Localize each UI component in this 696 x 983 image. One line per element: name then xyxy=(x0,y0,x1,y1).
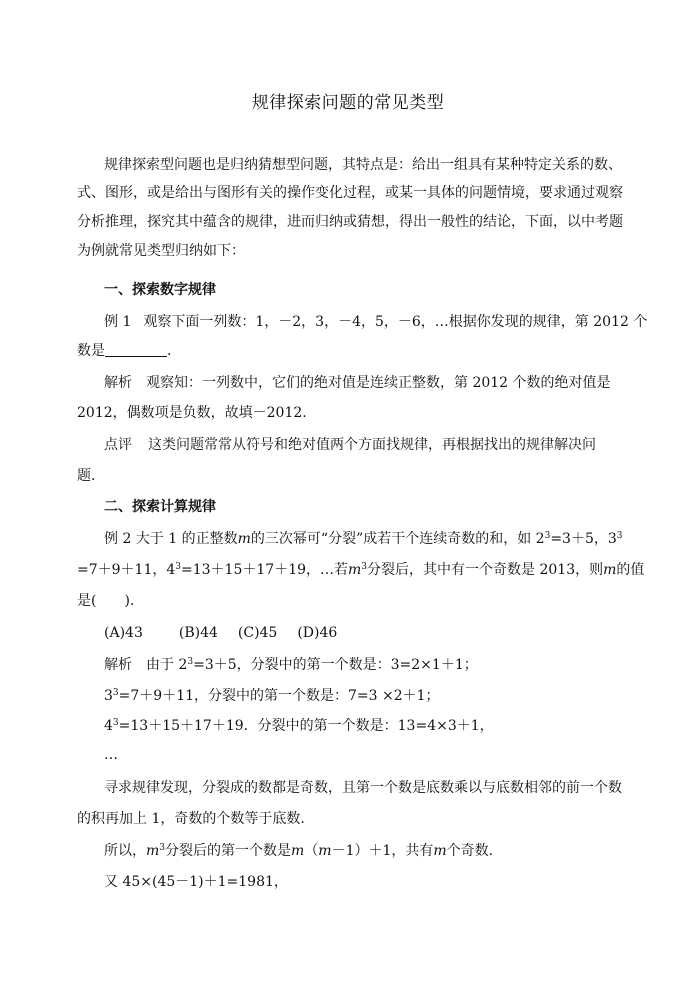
var-m: m xyxy=(348,562,362,578)
example2-label: 例 2 xyxy=(104,531,132,547)
conclusion-text-b: 分裂后的第一个数是 xyxy=(165,843,292,859)
example1-line-2 xyxy=(77,341,171,361)
example2-text-2: 的三次幂可“分裂”成若干个连续奇数的和，如 2 xyxy=(250,531,545,547)
example2-text-7: 的值 xyxy=(616,562,645,578)
analysis1-line-1 xyxy=(104,373,611,393)
analysis1-label: 解析 xyxy=(104,375,132,391)
comment1-line-1 xyxy=(104,435,596,455)
comment1-label: 点评 xyxy=(104,437,132,453)
example1-line-1 xyxy=(104,312,647,332)
conclusion-text-a: 所以， xyxy=(104,843,146,859)
var-m: m xyxy=(318,843,332,859)
conclusion-text-e: 个奇数. xyxy=(446,843,494,859)
exponent: 3 xyxy=(361,562,368,572)
solution-text-3b: =13＋15＋17＋19．分裂中的第一个数是：13=4×3＋1， xyxy=(118,718,494,734)
var-m: m xyxy=(291,843,305,859)
exponent: 3 xyxy=(544,531,551,541)
solution-line-3 xyxy=(104,716,494,736)
var-m: m xyxy=(433,843,447,859)
exponent: 3 xyxy=(616,531,623,541)
example1-text-b: . xyxy=(167,343,172,359)
comment1-line-2: 题. xyxy=(77,468,96,484)
option-c: (C)45 xyxy=(237,625,278,641)
example2-text-5: =13＋15＋17＋19，…若 xyxy=(181,562,349,578)
var-m: m xyxy=(603,562,617,578)
conclusion-text-c: （ xyxy=(304,843,319,859)
intro-line-2: 式、图形，或是给出与图形有关的操作变化过程，或某一具体的问题情境，要求通过观察 xyxy=(77,185,623,201)
intro-line-1: 规律探索型问题也是归纳猜想型问题，其特点是：给出一组具有某种特定关系的数、 xyxy=(104,157,622,173)
exponent: 3 xyxy=(175,562,182,572)
solution-text-1b: =3＋5，分裂中的第一个数是：3=2×1＋1； xyxy=(193,657,478,673)
var-m: m xyxy=(146,843,160,859)
example2-line-2 xyxy=(77,560,644,580)
final-line: 又 45×(45－1)＋1=1981， xyxy=(104,874,288,890)
rule-line-2: 的积再加上 1，奇数的个数等于底数. xyxy=(77,811,305,827)
rule-line-1: 寻求规律发现，分裂成的数都是奇数，且第一个数是底数乘以与底数相邻的前一个数 xyxy=(104,780,622,796)
example2-text-3: =3＋5，3 xyxy=(550,531,617,547)
options-row xyxy=(104,623,337,643)
conclusion-text-d: －1）＋1，共有 xyxy=(331,843,434,859)
option-a: (A)43 xyxy=(104,625,143,641)
example1-label: 例 1 xyxy=(104,314,132,330)
solution-text-2a: 3 xyxy=(104,688,113,704)
intro-line-4: 为例就常见类型归纳如下： xyxy=(77,243,245,259)
solution-text-3a: 4 xyxy=(104,718,113,734)
option-b: (B)44 xyxy=(178,625,218,641)
section1-heading: 一、探索数字规律 xyxy=(104,282,216,298)
analysis1-line-2: 2012，偶数项是负数，故填－2012. xyxy=(77,405,307,421)
intro-line-3: 分析推理，探究其中蕴含的规律，进而归纳或猜想，得出一般性的结论，下面，以中考题 xyxy=(77,214,623,230)
example2-line-1 xyxy=(104,529,623,549)
example1-text-a: 数是 xyxy=(77,343,105,359)
exponent: 3 xyxy=(112,718,119,728)
solution-line-2 xyxy=(104,686,440,706)
example2-line-3: 是( ). xyxy=(77,593,135,609)
document-title: 规律探索问题的常见类型 xyxy=(251,93,445,113)
solution-ellipsis: … xyxy=(104,747,118,763)
example2-text-1: 大于 1 的正整数 xyxy=(135,531,238,547)
conclusion-line xyxy=(104,841,493,861)
var-m: m xyxy=(237,531,251,547)
section2-heading: 二、探索计算规律 xyxy=(104,499,216,515)
exponent: 3 xyxy=(159,843,166,853)
solution-text-1a: 由于 2 xyxy=(146,657,188,673)
solution-text-2b: =7＋9＋11，分裂中的第一个数是：7=3 ×2＋1； xyxy=(118,688,440,704)
analysis1-text: 观察知：一列数中，它们的绝对值是连续正整数，第 2012 个数的绝对值是 xyxy=(146,375,611,391)
answer-blank xyxy=(105,342,167,357)
option-d: (D)46 xyxy=(297,625,338,641)
exponent: 3 xyxy=(187,657,194,667)
comment1-text: 这类问题常常从符号和绝对值两个方面找规律，再根据找出的规律解决问 xyxy=(148,437,596,453)
example1-text: 观察下面一列数：1，－2，3，－4，5，－6，…根据你发现的规律，第 2012 个 xyxy=(143,314,648,330)
example2-text-4: =7＋9＋11，4 xyxy=(77,562,176,578)
exponent: 3 xyxy=(112,688,119,698)
example2-text-6: 分裂后，其中有一个奇数是 2013，则 xyxy=(367,562,604,578)
solution-line-1 xyxy=(104,655,478,675)
solution-label: 解析 xyxy=(104,657,132,673)
